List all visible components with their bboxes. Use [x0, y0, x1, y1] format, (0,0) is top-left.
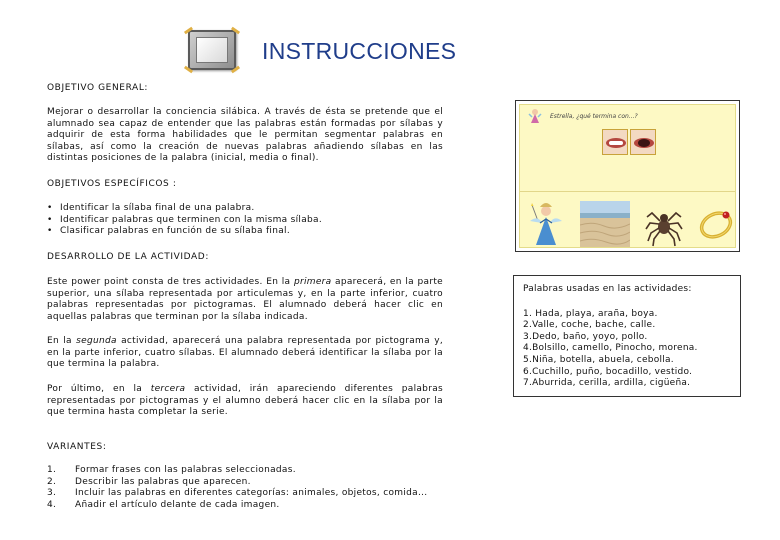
slide-preview: [515, 100, 740, 252]
item-text: Describir las palabras que aparecen.: [75, 476, 251, 487]
list-item: • Clasificar palabras en función de su sílaba final.: [47, 226, 443, 238]
objetivos-especificos-list: [47, 203, 443, 238]
desarrollo-paragraph-2: [47, 336, 443, 371]
variantes-list: [47, 465, 443, 511]
item-number: 1.: [47, 465, 57, 475]
item-number: 2.: [47, 476, 57, 487]
list-item: 1. Hada, playa, araña, boya.: [523, 308, 658, 319]
palabras-heading: Palabras usadas en las actividades:: [523, 284, 692, 294]
list-item: 2.Valle, coche, bache, calle.: [523, 320, 656, 331]
text-span: Este power point consta de tres actividades. En la: [47, 277, 294, 287]
list-item: 3.Dedo, baño, yoyo, pollo.: [523, 331, 648, 342]
articulema-image: [602, 129, 628, 155]
item-number: 3.: [47, 488, 57, 499]
text-span: actividad, aparecerá una palabra representada por pictograma y, en la parte inferior, cuatro sílabas. El alumnado deberá identificar la sílaba por la que termina la palabra.: [47, 336, 443, 370]
text-span: actividad, irán apareciendo diferentes palabras representadas por pictogramas y el alumno deberá hacer clic en la sílaba por la que termina hasta completar la serie.: [47, 384, 443, 418]
variantes-heading: VARIANTES:: [47, 442, 107, 452]
list-item: • Identificar palabras que terminen con la misma sílaba.: [47, 215, 443, 227]
desarrollo-heading: DESARROLLO DE LA ACTIVIDAD:: [47, 252, 209, 262]
palabras-box: [513, 275, 741, 397]
emphasis: primera: [293, 277, 332, 287]
emphasis: segunda: [76, 336, 117, 346]
text-span: Por último, en la: [47, 384, 151, 394]
list-item: [47, 477, 443, 489]
monitor-icon: [188, 30, 236, 70]
list-item: [47, 465, 443, 477]
slide-header-text: Estrella, ¿qué termina con...?: [550, 113, 638, 120]
list-item: 4.Bolsillo, camello, Pinocho, morena.: [523, 343, 698, 354]
objetivo-general-text: Mejorar o desarrollar la conciencia silábica. A través de ésta se pretende que el alumnado sea capaz de entender que las palabras están formadas por sílabas y adquirir de esta forma habilidades que le permitan segmentar palabras en sílabas, así como la creación de nuevas palabras añadiendo sílabas en las distintas posiciones de la palabra (inicial, media o final).: [47, 107, 443, 164]
list-item: 5.Niña, botella, abuela, cebolla.: [523, 354, 674, 365]
palabras-list: [523, 309, 732, 390]
list-item: 6.Cuchillo, puño, bocadillo, vestido.: [523, 366, 693, 377]
item-text: Formar frases con las palabras seleccionadas.: [75, 465, 296, 475]
text-span: aparecerá, en la parte superior, una sílaba representada por articulemas y, en la parte inferior, cuatro palabras representadas por pictogramas. El alumnado deberá hacer clic en aquellas palabras que terminan por la sílaba indicada.: [47, 277, 443, 322]
ring-pictogram-icon: [696, 201, 736, 247]
list-item: [47, 488, 443, 500]
fairy-pictogram-icon: [526, 201, 566, 247]
desarrollo-paragraph-1: [47, 277, 443, 323]
beach-pictogram-icon: [580, 201, 630, 247]
fairy-mini-icon: [528, 108, 542, 124]
objetivos-especificos-heading: OBJETIVOS ESPECÍFICOS :: [47, 179, 177, 189]
desarrollo-paragraph-3: [47, 384, 443, 419]
item-text: Incluir las palabras en diferentes categorías: animales, objetos, comida...: [75, 488, 428, 499]
text-span: En la: [47, 336, 77, 346]
item-number: 4.: [47, 499, 57, 510]
page-title: INSTRUCCIONES: [262, 38, 457, 64]
item-text: Añadir el artículo delante de cada imagen.: [75, 499, 280, 510]
objetivo-general-heading: OBJETIVO GENERAL:: [47, 83, 149, 93]
list-item: • Identificar la sílaba final de una palabra.: [47, 203, 443, 215]
articulema-image: [630, 129, 656, 155]
emphasis: tercera: [150, 384, 186, 394]
list-item: 7.Aburrida, cerilla, ardilla, cigüeña.: [523, 378, 691, 389]
spider-pictogram-icon: [644, 201, 684, 247]
list-item: [47, 500, 443, 512]
